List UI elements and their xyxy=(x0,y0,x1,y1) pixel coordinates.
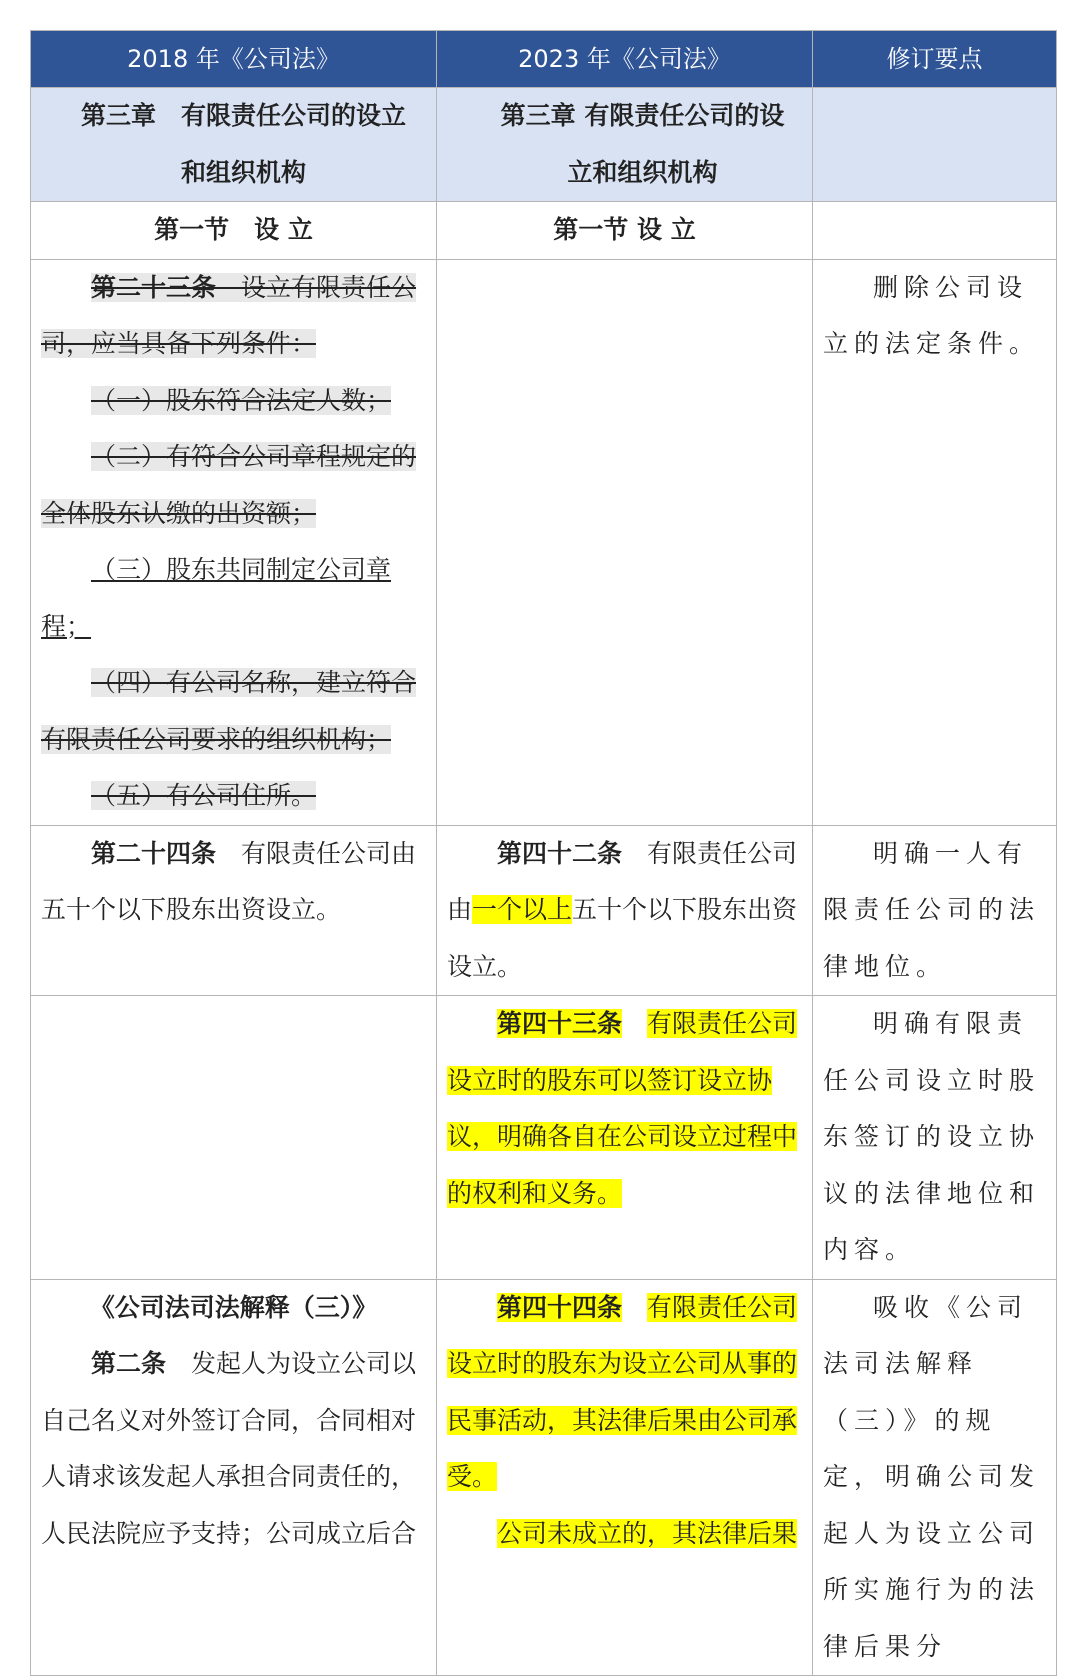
article-23-item-5: （五）有公司住所。 xyxy=(91,781,317,810)
article-44-old xyxy=(31,1279,437,1676)
chapter-row xyxy=(31,88,1057,202)
article-43-new xyxy=(437,996,813,1280)
article-23-item-1: （一）股东符合法定人数； xyxy=(91,385,392,415)
article-23-note xyxy=(813,259,1057,825)
interpretation-article-2-text: 发起人为设立公司以自己名义对外签订合同，合同相对人请求该发起人承担合同责任的，人民法院应予支持；公司成立后合 xyxy=(41,1349,417,1548)
article-23-item-4: （四）有公司名称，建立符合有限责任公司要求的组织机构； xyxy=(41,668,417,754)
chapter-old: 第三章 有限责任公司的设立和组织机构 xyxy=(31,88,437,202)
article-23-text: 设立有限责任公司，应当具备下列条件： xyxy=(41,272,417,358)
article-23-old xyxy=(31,259,437,825)
article-44-note xyxy=(813,1279,1057,1676)
section-row xyxy=(31,202,1057,260)
article-42-highlight: 一个以上 xyxy=(472,895,573,924)
article-43-note xyxy=(813,996,1057,1280)
article-42-new xyxy=(437,825,813,996)
article-42-note-text: 明确一人有限责任公司的法律地位。 xyxy=(823,838,1041,981)
section-note xyxy=(813,202,1057,260)
chapter-new: 第三章 有限责任公司的设立和组织机构 xyxy=(437,88,813,202)
article-23-note-text: 删除公司设立的法定条件。 xyxy=(823,272,1041,358)
article-44-text-2: 公司未成立的，其法律后果 xyxy=(497,1518,798,1548)
header-2018: 2018 年《公司法》 xyxy=(31,31,437,88)
judicial-interpretation-heading: 《公司法司法解释（三）》 xyxy=(89,1292,378,1322)
article-44-text: 有限责任公司设立时的股东为设立公司从事的民事活动，其法律后果由公司承受。 xyxy=(447,1292,798,1491)
interpretation-article-2-title: 第二条 xyxy=(91,1349,167,1378)
article-44-note-text: 吸收《公司法司法解释（三）》的规定，明确公司发起人为设立公司所实施行为的法律后果分 xyxy=(823,1292,1041,1661)
article-42-para: 第四十二条 有限责任公司由一个以上五十个以下股东出资设立。 xyxy=(447,838,798,981)
article-43-title: 第四十三条 xyxy=(497,1009,623,1038)
article-row-23 xyxy=(31,259,1057,825)
article-23-item-2: （二）有符合公司章程规定的全体股东认缴的出资额； xyxy=(41,442,417,528)
section-old: 第一节 设 立 xyxy=(31,202,437,260)
article-23-title: 第二十三条 xyxy=(91,272,217,302)
article-row-44 xyxy=(31,1279,1057,1676)
article-43-note-text: 明确有限责任公司设立时股东签订的设立协议的法律地位和内容。 xyxy=(823,1009,1041,1264)
article-42-note xyxy=(813,825,1057,996)
article-23-new xyxy=(437,259,813,825)
article-43-text: 有限责任公司设立时的股东可以签订设立协议，明确各自在公司设立过程中的权利和义务。 xyxy=(447,1009,798,1208)
article-23-intro xyxy=(41,260,426,373)
chapter-note xyxy=(813,88,1057,202)
article-44-new xyxy=(437,1279,813,1676)
article-43-old xyxy=(31,996,437,1280)
article-42-title: 第四十二条 xyxy=(497,838,623,868)
article-24-text: 有限责任公司由五十个以下股东出资设立。 xyxy=(41,838,417,924)
header-notes: 修订要点 xyxy=(813,31,1057,88)
interpretation-article-2 xyxy=(41,1336,426,1562)
article-24-para xyxy=(41,826,426,939)
article-43-para xyxy=(447,996,802,1222)
header-row xyxy=(31,31,1057,88)
comparison-table xyxy=(30,30,1057,1676)
article-44-para-2 xyxy=(447,1506,802,1563)
section-new: 第一节 设 立 xyxy=(437,202,813,260)
header-2023: 2023 年《公司法》 xyxy=(437,31,813,88)
article-44-para xyxy=(447,1280,802,1506)
article-row-42 xyxy=(31,825,1057,996)
article-row-43 xyxy=(31,996,1057,1280)
article-44-title: 第四十四条 xyxy=(497,1292,623,1322)
article-24-title: 第二十四条 xyxy=(91,838,217,868)
article-23-item-3: （三）股东共同制定公司章程； xyxy=(41,555,392,641)
article-24-old xyxy=(31,825,437,996)
